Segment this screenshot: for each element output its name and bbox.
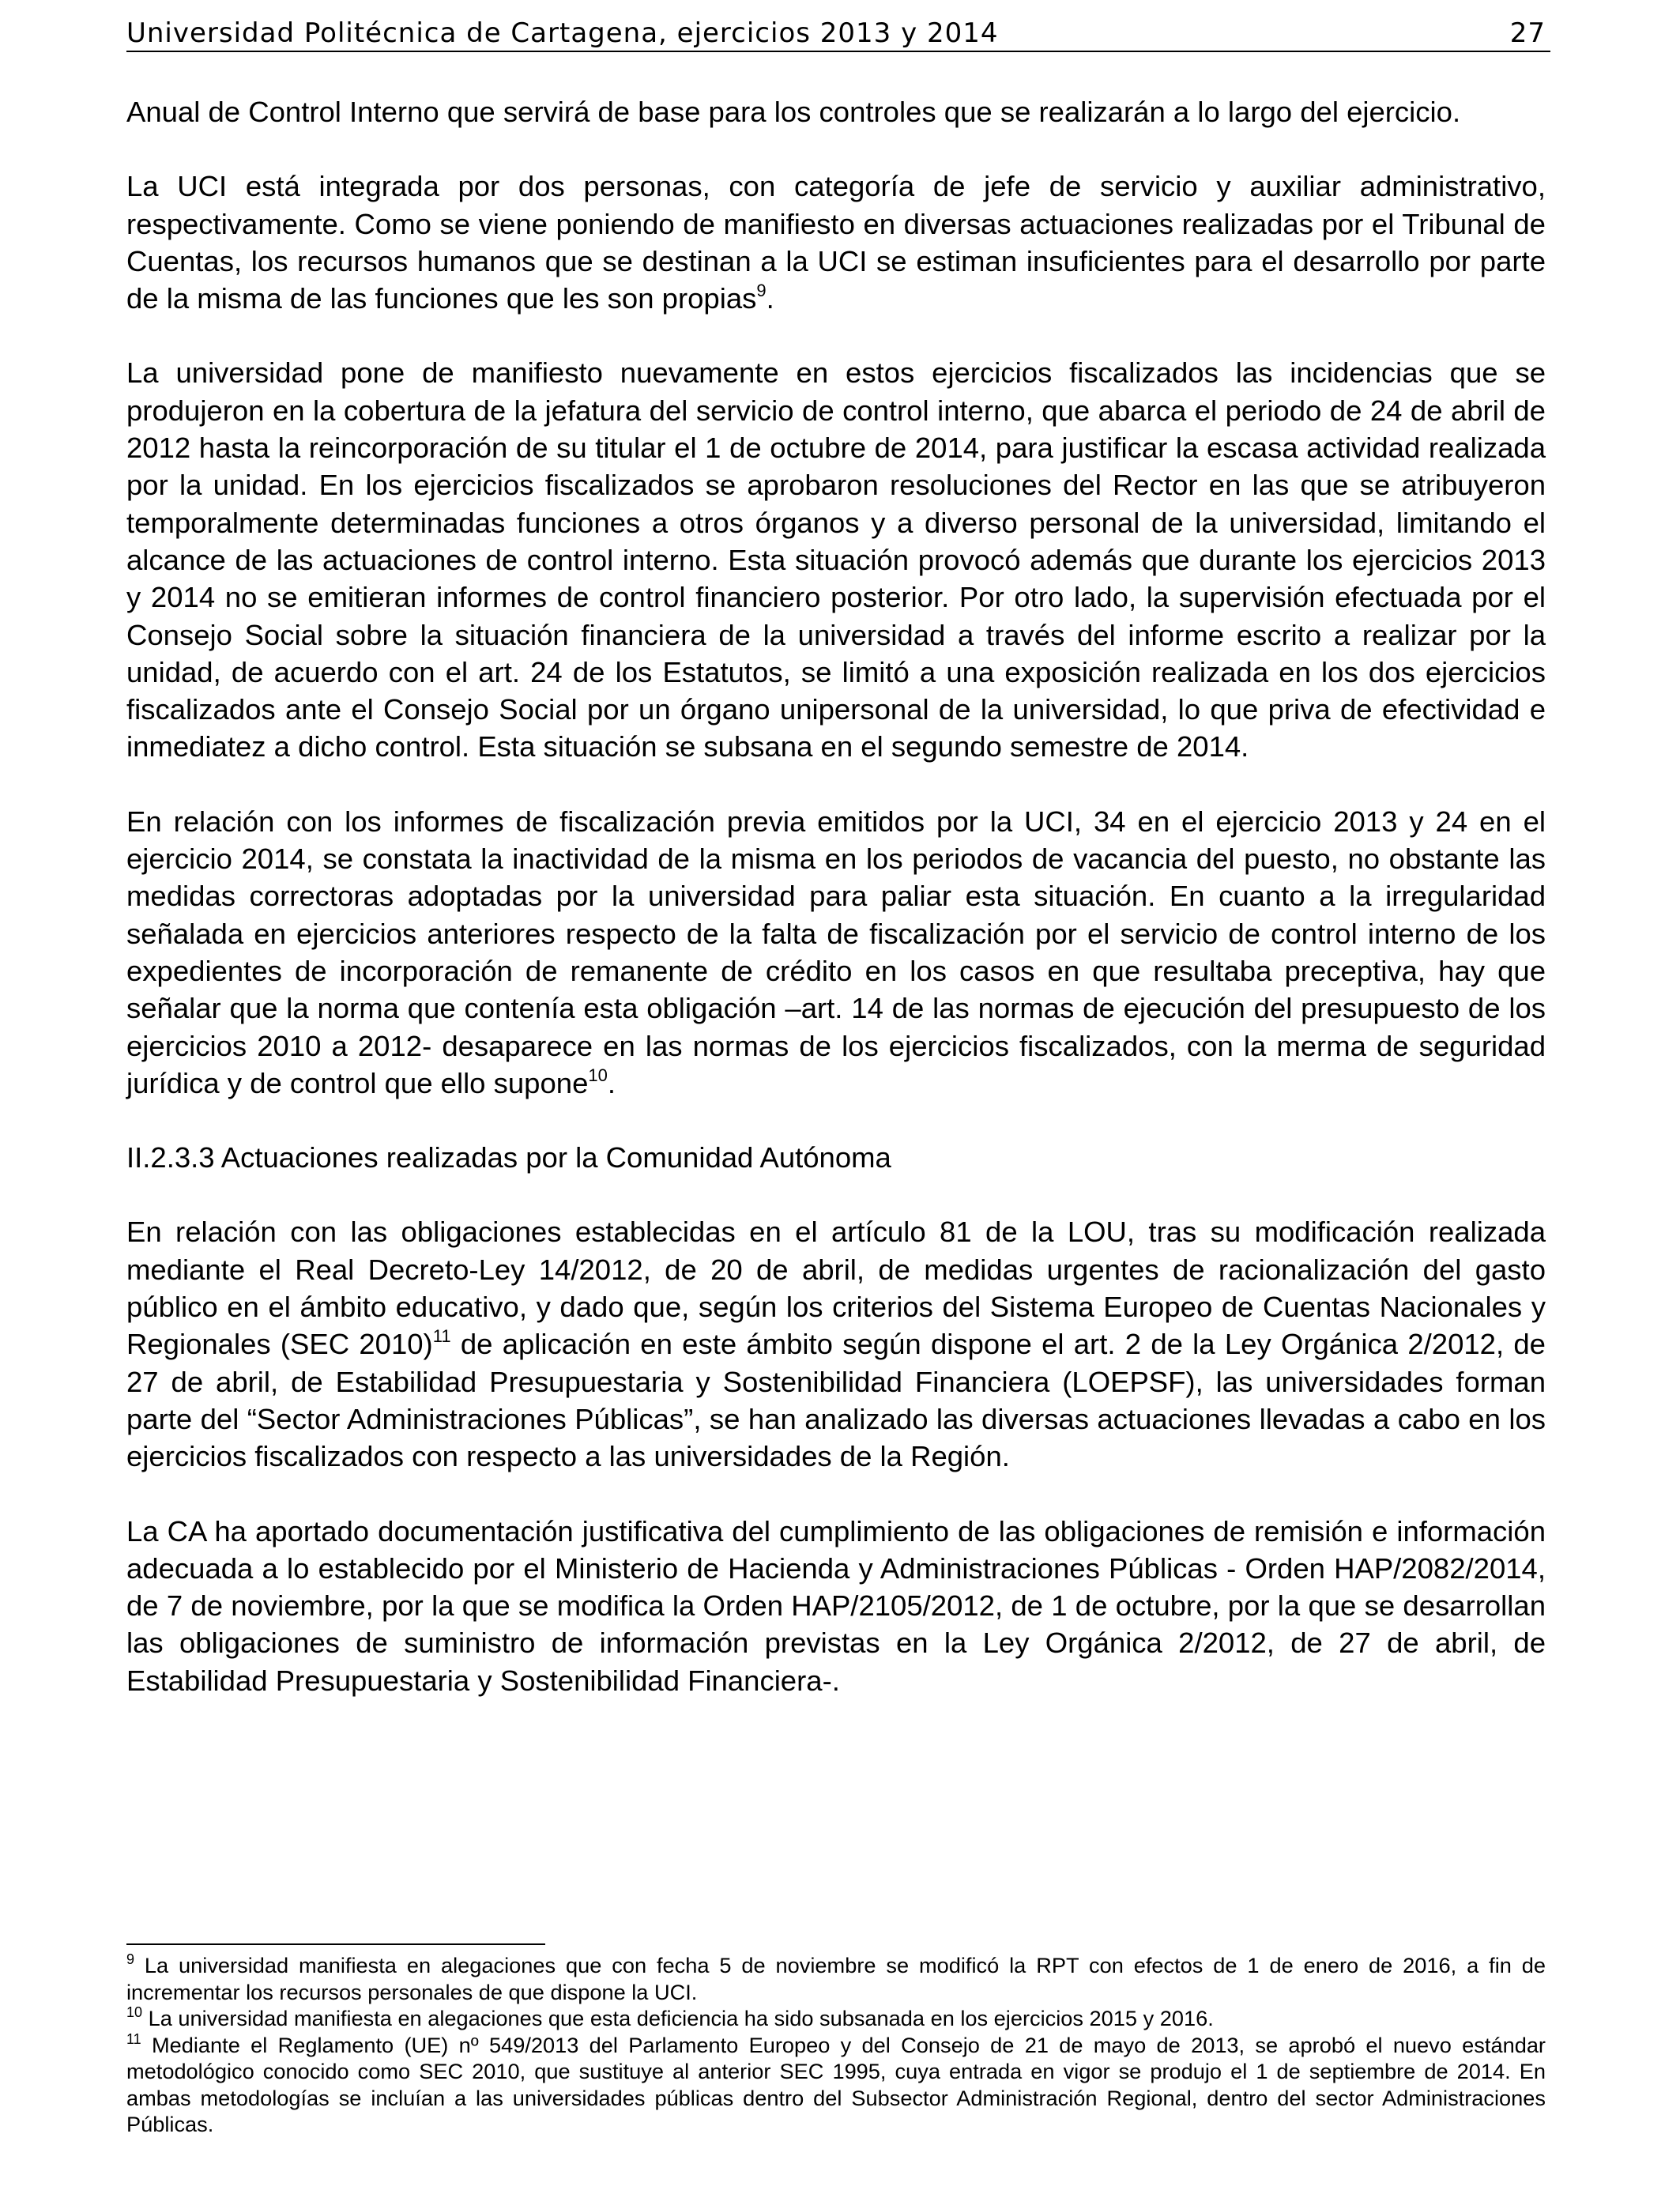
- footnote-ref-10[interactable]: 10: [588, 1065, 608, 1085]
- paragraph-4: [126, 803, 1546, 1102]
- paragraph-2-end: .: [766, 282, 774, 315]
- paragraph-5: [126, 1213, 1546, 1475]
- footnote-10: [126, 2005, 1546, 2032]
- footnote-ref-9[interactable]: 9: [756, 281, 767, 301]
- running-header: [126, 16, 1550, 52]
- paragraph-1: Anual de Control Interno que servirá de base para los controles que se realizarán a lo largo del ejercicio.: [126, 96, 1461, 128]
- page-number: 27: [1509, 17, 1546, 49]
- footnote-text: La universidad manifiesta en alegaciones que con fecha 5 de noviembre se modificó la RPT con efectos de 1 de enero de 2016, a fin de incrementar los recursos personales de que dispone la UCI.: [126, 1953, 1546, 2004]
- footnote-separator: [126, 1943, 545, 1945]
- footnote-number: 9: [126, 1951, 135, 1967]
- page-body: [126, 93, 1546, 1736]
- footnote-9: [126, 1952, 1546, 2005]
- paragraph-2-text: La UCI está integrada por dos personas, con categoría de jefe de servicio y auxiliar administrativo, respectivamente. Como se viene poniendo de manifiesto en diversas actuaciones realizadas por el Tribunal de Cuentas, los recursos humanos que se destinan a la UCI se estiman insuficientes para el desarrollo por parte de la misma de las funciones que les son propias: [126, 170, 1546, 315]
- paragraph-5-text-a: En relación con las obligaciones establecidas en el artículo 81 de la LOU, tras su modificación realizada mediante el Real Decreto-Ley 14/2012, de 20 de abril, de medidas urgentes de racionalización del gasto público en el ámbito educativo, y dado que, según los criterios del Sistema Europeo de Cuentas Nacionales y Regionales (SEC 2010): [126, 1216, 1546, 1361]
- footnote-number: 10: [126, 2004, 143, 2020]
- section-heading: II.2.3.3 Actuaciones realizadas por la Comunidad Autónoma: [126, 1141, 891, 1174]
- footnote-text: Mediante el Reglamento (UE) nº 549/2013 del Parlamento Europeo y del Consejo de 21 de mayo de 2013, se aprobó el nuevo estándar metodológico conocido como SEC 2010, que sustituye al anterior SEC 1995, cuya entrada en vigor se produjo el 1 de septiembre de 2014. En ambas metodologías se incluían a las universidades públicas dentro del Subsector Administración Regional, dentro del sector Administraciones Públicas.: [126, 2032, 1546, 2136]
- footnote-text: La universidad manifiesta en alegaciones que esta deficiencia ha sido subsanada en los ejercicios 2015 y 2016.: [142, 2006, 1214, 2030]
- footnote-number: 11: [126, 2030, 141, 2047]
- paragraph-4-text: En relación con los informes de fiscalización previa emitidos por la UCI, 34 en el ejercicio 2013 y 24 en el ejercicio 2014, se constata la inactividad de la misma en los periodos de vacancia del puesto, no obstante las medidas correctoras adoptadas por la universidad para paliar esta situación. En cuanto a la irregularidad señalada en ejercicios anteriores respecto de la falta de fiscalización por el servicio de control interno de los expedientes de incorporación de remanente de crédito en los casos en que resultaba preceptiva, hay que señalar que la norma que contenía esta obligación –art. 14 de las normas de ejecución del presupuesto de los ejercicios 2010 a 2012- desaparece en las normas de los ejercicios fiscalizados, con la merma de seguridad jurídica y de control que ello supone: [126, 805, 1546, 1099]
- paragraph-4-end: .: [607, 1066, 616, 1099]
- paragraph-6: La CA ha aportado documentación justificativa del cumplimiento de las obligaciones de remisión e información adecuada a lo establecido por el Ministerio de Hacienda y Administraciones Públicas - Orden HAP/2082/2014, de 7 de noviembre, por la que se modifica la Orden HAP/2105/2012, de 1 de octubre, por la que se desarrollan las obligaciones de suministro de información previstas en la Ley Orgánica 2/2012, de 27 de abril, de Estabilidad Presupuestaria y Sostenibilidad Financiera-.: [126, 1514, 1546, 1697]
- header-title: Universidad Politécnica de Cartagena, ejercicios 2013 y 2014: [126, 17, 999, 49]
- footnote-ref-11[interactable]: 11: [432, 1326, 451, 1347]
- paragraph-3: La universidad pone de manifiesto nuevamente en estos ejercicios fiscalizados las incidencias que se produjeron en la cobertura de la jefatura del servicio de control interno, que abarca el periodo de 24 de abril de 2012 hasta la reincorporación de su titular el 1 de octubre de 2014, para justificar la escasa actividad realizada por la unidad. En los ejercicios fiscalizados se aprobaron resoluciones del Rector en las que se atribuyeron temporalmente determinadas funciones a otros órganos y a diverso personal de la universidad, limitando el alcance de las actuaciones de control interno. Esta situación provocó además que durante los ejercicios 2013 y 2014 no se emitieran informes de control financiero posterior. Por otro lado, la supervisión efectuada por el Consejo Social sobre la situación financiera de la universidad a través del informe escrito a realizar por la unidad, de acuerdo con el art. 24 de los Estatutos, se limitó a una exposición realizada en los dos ejercicios fiscalizados ante el Consejo Social por un órgano unipersonal de la universidad, lo que priva de efectividad e inmediatez a dicho control. Esta situación se subsana en el segundo semestre de 2014.: [126, 356, 1546, 763]
- paragraph-2: [126, 168, 1546, 317]
- paragraph-5-text-b: de aplicación en este ámbito según dispone el art. 2 de la Ley Orgánica 2/2012, de 27 de abril, de Estabilidad Presupuestaria y Sostenibilidad Financiera (LOEPSF), las universidades forman parte del “Sector Administraciones Públicas”, se han analizado las diversas actuaciones llevadas a cabo en los ejercicios fiscalizados con respecto a las universidades de la Región.: [126, 1328, 1546, 1473]
- footnote-11: [126, 2032, 1546, 2138]
- footnotes: [126, 1952, 1546, 2138]
